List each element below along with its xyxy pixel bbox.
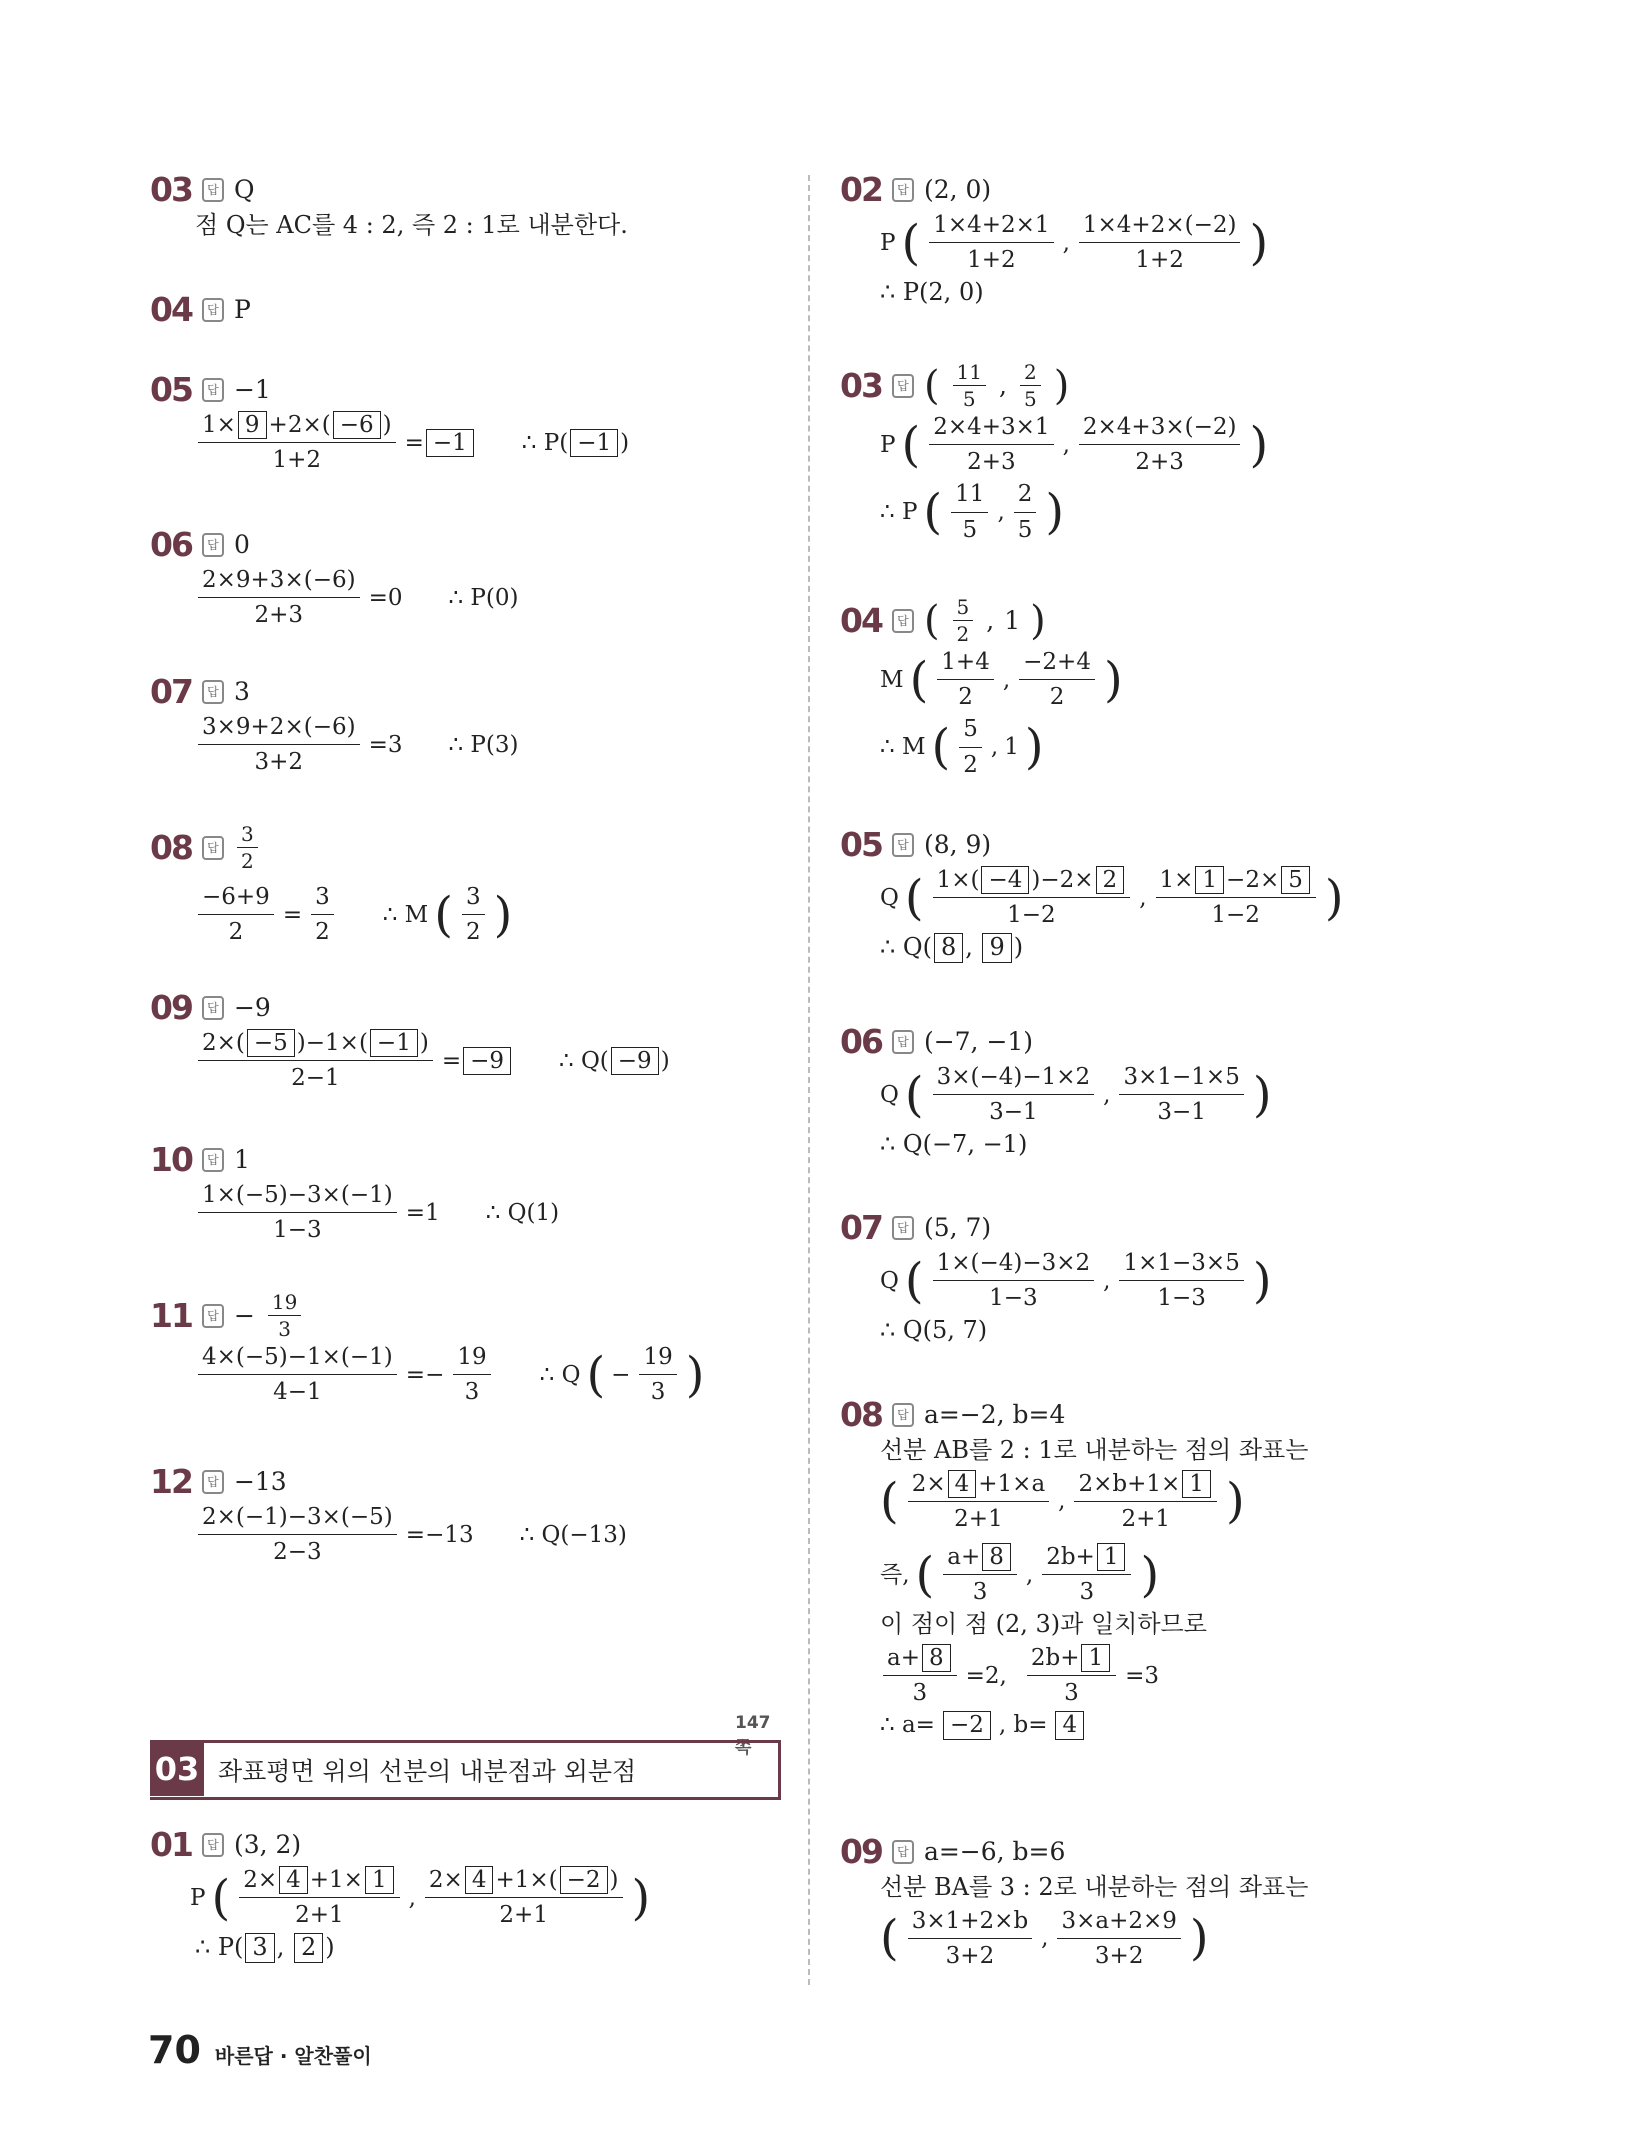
result: ∴ P( 3 , 2 ) [195, 1933, 335, 1962]
blank-box: 3 [245, 1933, 274, 1963]
blank-box: 8 [934, 933, 963, 963]
result: ∴ Q(1) [485, 1199, 560, 1226]
answer-icon: 답 [892, 178, 914, 202]
answer-icon: 답 [892, 1403, 914, 1427]
result: ∴ Q( −9 ) [559, 1047, 670, 1074]
problem-number: 10 [150, 1140, 192, 1179]
problem-number: 11 [150, 1296, 192, 1335]
answer: −1 [233, 375, 271, 404]
result: ∴ P(3) [448, 731, 519, 758]
problem-number: 09 [840, 1832, 882, 1871]
answer: (5, 7) [923, 1213, 992, 1242]
denominator: 2+3 [254, 602, 304, 629]
problem-number: 01 [150, 1825, 192, 1864]
result: ∴ P(2, 0) [880, 278, 984, 307]
answer-icon: 답 [892, 1216, 914, 1240]
numerator: 2×9+3×(−6) [198, 564, 360, 598]
problem-number: 12 [150, 1462, 192, 1501]
problem-number: 07 [150, 672, 192, 711]
numerator: 2×( −5 )−1×( −1 ) [198, 1027, 433, 1061]
answer-fraction: $\frac{3}{2}$ [237, 822, 258, 873]
problem-06-right: 06 답 (−7, −1) Q ( $\frac{3\times(-4)-1\times 2}{3-1}$ , $\frac{3\times 1-1\times 5}{3-1}$ ) ∴ Q(−7, −1) [840, 1022, 1272, 1162]
blank-box: 4 [465, 1866, 494, 1894]
result: ∴ Q(−13) [519, 1521, 627, 1548]
blank-box: 2 [294, 1933, 323, 1963]
problem-number: 08 [150, 828, 192, 867]
result: ∴ a= −2 , b= 4 [880, 1709, 1308, 1741]
result: ∴ Q(−7, −1) [880, 1130, 1028, 1159]
answer: (−7, −1) [923, 1027, 1034, 1056]
blank-box: 4 [1055, 1711, 1084, 1739]
answer-icon: 답 [202, 533, 224, 557]
blank-box: 4 [279, 1866, 308, 1894]
answer-icon: 답 [202, 1833, 224, 1857]
section-number: 03 [150, 1742, 204, 1796]
blank-box: −9 [463, 1047, 511, 1075]
result: ∴ P( −1 ) [521, 429, 630, 456]
problem-02: 02 답 (2, 0) P ( $\frac{1\times 4+2\times 1}{1+2}$ , $\frac{1\times 4+2\times(-2)}{1+2}$ ) ∴ P(2, 0) [840, 170, 1268, 310]
section-header [150, 1740, 781, 1800]
explanation: 점 Q는 AC를 4 : 2, 즉 2 : 1로 내분한다. [195, 211, 628, 239]
denominator: 3+2 [254, 749, 304, 776]
answer: 1 [233, 1145, 250, 1174]
problem-03 [150, 170, 628, 243]
blank-box: 4 [948, 1470, 977, 1498]
numerator: 2×(−1)−3×(−5) [198, 1501, 397, 1535]
answer: (8, 9) [923, 830, 992, 859]
problem-number: 08 [840, 1395, 882, 1434]
numerator: 1×(−5)−3×(−1) [198, 1179, 397, 1213]
blank-box: 1 [1195, 866, 1224, 894]
answer: a=−2, b=4 [923, 1400, 1066, 1429]
problem-11: 11 답 − $\frac{19}{3}$ $\frac{4\times(-5)-1\times(-1)}{4-1}$ =− $\frac{19}{3}$ ∴ Q ( − $\frac{19}{3}$ ) [150, 1290, 705, 1406]
blank-box: −9 [611, 1047, 659, 1075]
numerator: 1× 9 +2×( −6 ) [198, 409, 396, 443]
answer-icon: 답 [892, 374, 914, 398]
problem-09-right: 09 답 a=−6, b=6 선분 BA를 3 : 2로 내분하는 점의 좌표는 ( $\frac{3\times 1+2\times b}{3+2}$ , $\frac{3\times a+2\times 9}{3+2}$ ) [840, 1832, 1309, 1969]
problem-number: 04 [150, 290, 192, 329]
problem-number: 05 [840, 825, 882, 864]
answer-icon: 답 [202, 1304, 224, 1328]
answer: 0 [233, 530, 250, 559]
problem-04 [150, 290, 251, 329]
result: ∴ P(0) [448, 584, 519, 611]
blank-box: 1 [1182, 1470, 1211, 1498]
problem-number: 06 [840, 1022, 882, 1061]
section3-problem-01: 01 답 (3, 2) P ( $\frac{2\times 4 +1\times 1}{2+1}$ , $\frac{2\times 4 +1\times( -2 )}{2+1}$ ) ∴ P( 3 , 2 ) [150, 1825, 650, 1965]
problem-03-right: 03 답 ( $\frac{11}{5}$ , $\frac{2}{5}$ ) P ( $\frac{2\times 4+3\times 1}{2+3}$ , $\frac{2\times 4+3\times(-2)}{2+3}$ ) ∴ P ( $\frac{11}{5}$ , $\frac{2}{5}$ ) [840, 360, 1269, 543]
blank-box: −6 [333, 411, 381, 439]
problem-10: 10 답 1 $\frac{1\times(-5)-3\times(-1)}{1-3}$ =1 ∴ Q(1) [150, 1140, 559, 1246]
blank-box: 9 [982, 933, 1011, 963]
blank-box: −1 [426, 429, 474, 457]
problem-number: 03 [150, 170, 192, 209]
answer-icon: 답 [892, 833, 914, 857]
answer-icon: 답 [202, 1470, 224, 1494]
answer: a=−6, b=6 [923, 1837, 1066, 1866]
blank-box: −1 [370, 1029, 418, 1057]
blank-box: 8 [922, 1644, 951, 1672]
problem-number: 02 [840, 170, 882, 209]
answer-icon: 답 [202, 178, 224, 202]
problem-07-right: 07 답 (5, 7) Q ( $\frac{1\times(-4)-3\times 2}{1-3}$ , $\frac{1\times 1-3\times 5}{1-3}$ ) ∴ Q(5, 7) [840, 1208, 1272, 1348]
numerator: −6+9 [198, 881, 274, 915]
problem-05-right: 05 답 (8, 9) Q ( $\frac{1\times( -4 )-2\times 2}{1-2}$ , $\frac{1\times 1 -2\times 5}{1-2}$ ) ∴ Q( 8 , 9 ) [840, 825, 1344, 965]
answer-icon: 답 [202, 680, 224, 704]
page-reference: 147쪽 [735, 1713, 771, 1758]
denominator: 2−1 [291, 1065, 340, 1092]
answer-icon: 답 [202, 1148, 224, 1172]
problem-08-right: 08 답 a=−2, b=4 선분 AB를 2 : 1로 내분하는 점의 좌표는 ( $\frac{2\times 4 +1\times a}{2+1}$ , $\frac{2\times b+1\times 1}{2+1}$ ) 즉, ( $\frac{a+ 8}{3}$ , $\frac{2b+ 1}{3}$ ) 이 점이 점 (2, 3)과 일치하므로 $\frac{a+ 8}{3}$ =2, $\frac{2b+ 1}{3}$ =3 ∴ a= −2 , b= 4 [840, 1395, 1308, 1742]
blank-box: 1 [1097, 1543, 1126, 1571]
answer-icon: 답 [202, 378, 224, 402]
explanation-line: 선분 BA를 3 : 2로 내분하는 점의 좌표는 [880, 1873, 1309, 1901]
problem-06: 06 답 0 $\frac{2\times 9+3\times(-6)}{2+3}$ =0 ∴ P(0) [150, 525, 518, 631]
problem-number: 04 [840, 601, 882, 640]
blank-box: 9 [238, 411, 267, 439]
denominator: 1+2 [272, 447, 322, 474]
problem-04-right: 04 답 ( $\frac{5}{2}$ , 1 ) M ( $\frac{1+4}{2}$ , $\frac{-2+4}{2}$ ) ∴ M ( $\frac{5}{2}$ , 1 ) [840, 595, 1123, 778]
problem-09: 09 답 −9 $\frac{2\times( -5 )-1\times( -1 )}{2-1}$ = −9 ∴ Q( −9 ) [150, 988, 670, 1094]
column-divider [808, 175, 810, 1985]
blank-box: 2 [1096, 866, 1125, 894]
numerator: 3×9+2×(−6) [198, 711, 360, 745]
result: ∴ Q(5, 7) [880, 1316, 988, 1345]
problem-number: 09 [150, 988, 192, 1027]
problem-12: 12 답 −13 $\frac{2\times(-1)-3\times(-5)}{2-3}$ =−13 ∴ Q(−13) [150, 1462, 627, 1568]
answer: (2, 0) [923, 175, 992, 204]
answer-icon: 답 [202, 996, 224, 1020]
problem-number: 06 [150, 525, 192, 564]
answer: Q [233, 175, 255, 204]
answer-icon: 답 [892, 609, 914, 633]
problem-07: 07 답 3 $\frac{3\times 9+2\times(-6)}{3+2}$ =3 ∴ P(3) [150, 672, 518, 778]
result: ∴ Q( 8 , 9 ) [880, 933, 1024, 962]
blank-box: 5 [1281, 866, 1310, 894]
explanation-line: 선분 AB를 2 : 1로 내분하는 점의 좌표는 [880, 1436, 1309, 1464]
answer: P [233, 295, 251, 324]
blank-box: −2 [560, 1866, 608, 1894]
result: ∴ P [880, 498, 918, 525]
answer: 3 [233, 677, 250, 706]
blank-box: 1 [365, 1866, 394, 1894]
page-footer [148, 2028, 372, 2072]
blank-box: 8 [982, 1543, 1011, 1571]
result: ∴ M [880, 733, 926, 760]
denominator: 2 [228, 919, 244, 946]
problem-08: 08 답 $\frac{3}{2}$ $\frac{-6+9}{2}$ = $\frac{3}{2}$ ∴ M ( $\frac{3}{2}$ ) [150, 822, 512, 948]
denominator: 1−3 [273, 1217, 322, 1244]
problem-number: 03 [840, 366, 882, 405]
blank-box: −2 [943, 1711, 991, 1739]
blank-box: 1 [1081, 1644, 1110, 1672]
answer: −9 [233, 993, 271, 1022]
answer: (3, 2) [233, 1830, 302, 1859]
denominator: 2−3 [273, 1539, 322, 1566]
page-number: 70 [148, 2028, 201, 2072]
answer: −13 [233, 1467, 287, 1496]
footer-label: 바른답 · 알찬풀이 [214, 2044, 372, 2068]
explanation-line: 이 점이 점 (2, 3)과 일치하므로 [880, 1610, 1207, 1639]
section-title: 좌표평면 위의 선분의 내분점과 외분점 [218, 1757, 637, 1786]
result: ∴ M [382, 901, 429, 928]
blank-box: −4 [981, 866, 1029, 894]
problem-05: 05 답 −1 $\frac{1\times 9 +2\times( -6 )}{1+2}$ = −1 ∴ P( −1 ) [150, 370, 629, 476]
blank-box: −1 [570, 429, 618, 457]
answer-icon: 답 [202, 836, 224, 860]
blank-box: −5 [247, 1029, 295, 1057]
answer-icon: 답 [892, 1030, 914, 1054]
problem-number: 05 [150, 370, 192, 409]
answer-icon: 답 [202, 298, 224, 322]
problem-number: 07 [840, 1208, 882, 1247]
answer-icon: 답 [892, 1840, 914, 1864]
result: ∴ Q [539, 1361, 581, 1388]
